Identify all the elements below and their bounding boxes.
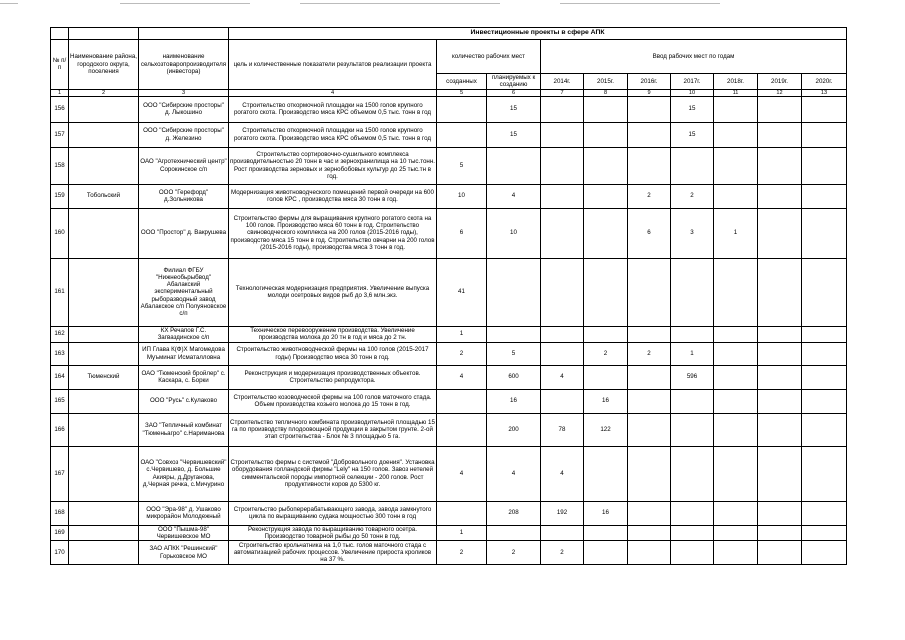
jobs-2015-cell: 16 — [584, 501, 628, 525]
district-cell — [69, 389, 139, 413]
jobs-2020-cell — [802, 389, 847, 413]
year-header: 2017г. — [671, 74, 714, 90]
col-header-district: Наименование района, городского округа, поселения — [69, 40, 139, 90]
created-jobs-cell — [437, 501, 487, 525]
jobs-2015-cell — [584, 365, 628, 389]
jobs-2020-cell — [802, 342, 847, 365]
table-row — [51, 208, 847, 258]
jobs-2018-cell — [714, 122, 758, 147]
goal-cell: Строительство фермы для выращивания крупного рогатого скота на 100 голов. Производство мяса 60 тонн в год. Строительство свиноводческого комплекса на 200 голов (2015-2016 годы), производство мяса 15 тонн в год. Строительство овчарни на 200 голов (2015-2016 годы), производства мяса 3 тонн в год. — [229, 208, 437, 258]
column-number: 2 — [69, 89, 139, 96]
goal-cell: Модернизация животноводческого помещений первой очереди на 600 голов КРС , производства мяса 30 тонн в год. — [229, 184, 437, 208]
top-edge-mark — [300, 3, 500, 4]
jobs-2017-cell — [671, 501, 714, 525]
table-row — [51, 122, 847, 147]
jobs-2019-cell — [758, 258, 802, 326]
column-number: 12 — [758, 89, 802, 96]
investor-cell: ЗАО "Тепличный комбинат "Тюменьагро" с.Нариманова — [139, 413, 229, 446]
created-jobs-cell — [437, 122, 487, 147]
jobs-2014-cell — [541, 525, 584, 541]
jobs-2020-cell — [802, 525, 847, 541]
jobs-2019-cell — [758, 147, 802, 184]
jobs-2017-cell — [671, 326, 714, 342]
district-cell — [69, 446, 139, 501]
row-number: 165 — [51, 389, 69, 413]
jobs-2018-cell — [714, 365, 758, 389]
goal-cell: Строительство крольчатника на 1,0 тыс. голов маточного стада с автоматизацией рабочих процессов. Увеличение прироста кроликов на 37 %. — [229, 541, 437, 565]
jobs-2018-cell — [714, 446, 758, 501]
jobs-2014-cell — [541, 208, 584, 258]
jobs-2019-cell — [758, 96, 802, 122]
goal-cell: Строительство рыбоперерабатывающего завода, завода замкнутого цикла по выращиванию судака мощностью 300 тонн в год — [229, 501, 437, 525]
table-row — [51, 147, 847, 184]
jobs-2014-cell: 4 — [541, 446, 584, 501]
jobs-2018-cell — [714, 342, 758, 365]
jobs-2018-cell — [714, 258, 758, 326]
header-blank — [139, 28, 229, 40]
jobs-2014-cell — [541, 342, 584, 365]
year-header: 2019г. — [758, 74, 802, 90]
row-number: 160 — [51, 208, 69, 258]
investor-cell: ООО "Герефорд" д.Зольникова — [139, 184, 229, 208]
table-row — [51, 326, 847, 342]
column-number: 7 — [541, 89, 584, 96]
jobs-2014-cell: 78 — [541, 413, 584, 446]
jobs-2014-cell — [541, 389, 584, 413]
jobs-2014-cell: 2 — [541, 541, 584, 565]
district-cell — [69, 147, 139, 184]
jobs-2020-cell — [802, 96, 847, 122]
jobs-2018-cell — [714, 541, 758, 565]
jobs-2016-cell — [628, 122, 671, 147]
jobs-2019-cell — [758, 184, 802, 208]
col-header-planned: планируемых к созданию — [487, 74, 541, 90]
jobs-2014-cell — [541, 258, 584, 326]
jobs-2018-cell — [714, 501, 758, 525]
created-jobs-cell: 1 — [437, 525, 487, 541]
jobs-2020-cell — [802, 501, 847, 525]
jobs-2015-cell — [584, 258, 628, 326]
jobs-2016-cell — [628, 525, 671, 541]
jobs-2019-cell — [758, 501, 802, 525]
district-cell — [69, 208, 139, 258]
col-header-created: созданных — [437, 74, 487, 90]
row-number: 157 — [51, 122, 69, 147]
column-number: 5 — [437, 89, 487, 96]
jobs-2019-cell — [758, 413, 802, 446]
goal-cell: Строительство козоводческой фермы на 100 голов маточного стада. Объем производства козьего молока до 15 тонн в год. — [229, 389, 437, 413]
jobs-2015-cell — [584, 147, 628, 184]
table-row — [51, 446, 847, 501]
planned-jobs-cell: 15 — [487, 96, 541, 122]
jobs-2016-cell — [628, 446, 671, 501]
jobs-2019-cell — [758, 342, 802, 365]
jobs-2018-cell — [714, 525, 758, 541]
goal-cell: Реконструкция и модернизация производственных объектов. Строительство репродуктора. — [229, 365, 437, 389]
jobs-2015-cell — [584, 525, 628, 541]
jobs-2015-cell — [584, 326, 628, 342]
jobs-2016-cell — [628, 258, 671, 326]
jobs-2018-cell — [714, 326, 758, 342]
jobs-2017-cell: 15 — [671, 96, 714, 122]
jobs-2018-cell — [714, 184, 758, 208]
created-jobs-cell — [437, 413, 487, 446]
jobs-2017-cell — [671, 525, 714, 541]
jobs-2016-cell — [628, 326, 671, 342]
jobs-2014-cell — [541, 184, 584, 208]
jobs-2017-cell — [671, 541, 714, 565]
planned-jobs-cell — [487, 147, 541, 184]
planned-jobs-cell: 10 — [487, 208, 541, 258]
investment-projects-table — [50, 27, 847, 565]
table-title: Инвестиционные проекты в сфере АПК — [229, 28, 847, 40]
jobs-2019-cell — [758, 365, 802, 389]
investor-cell: КХ Речапов Г.С. Загваздинское с/п — [139, 326, 229, 342]
district-cell — [69, 342, 139, 365]
row-number: 164 — [51, 365, 69, 389]
jobs-2015-cell — [584, 184, 628, 208]
jobs-2020-cell — [802, 365, 847, 389]
goal-cell: Технологическая модернизация предприятия. Увеличение выпуска молоди осетровых видов рыб до 3,6 млн.экз. — [229, 258, 437, 326]
jobs-2020-cell — [802, 413, 847, 446]
district-cell — [69, 326, 139, 342]
jobs-2018-cell — [714, 96, 758, 122]
jobs-2017-cell: 596 — [671, 365, 714, 389]
created-jobs-cell: 2 — [437, 342, 487, 365]
investor-cell: ОАО "Совхоз "Червишевский" с.Червишево, д. Большие Акияры, д.Друганова, д.Черная речка, с.Мичурино — [139, 446, 229, 501]
jobs-2020-cell — [802, 541, 847, 565]
jobs-2015-cell — [584, 122, 628, 147]
investor-cell: ЗАО АПКК "Решинский" Горьковское МО — [139, 541, 229, 565]
column-number: 9 — [628, 89, 671, 96]
table-row — [51, 184, 847, 208]
top-edge-mark — [560, 3, 720, 4]
created-jobs-cell: 41 — [437, 258, 487, 326]
investor-cell: ООО "Эра-98" д. Ушаково микрорайон Молодежный — [139, 501, 229, 525]
jobs-2019-cell — [758, 208, 802, 258]
goal-cell: Строительство животноводческой фермы на 100 голов (2015-2017 годы) Производство мяса 30 тонн в год. — [229, 342, 437, 365]
year-header: 2020г. — [802, 74, 847, 90]
district-cell — [69, 122, 139, 147]
jobs-2017-cell — [671, 258, 714, 326]
district-cell: Тюменский — [69, 365, 139, 389]
jobs-2018-cell — [714, 389, 758, 413]
column-number: 8 — [584, 89, 628, 96]
table-row — [51, 258, 847, 326]
header-blank — [69, 28, 139, 40]
jobs-2018-cell: 1 — [714, 208, 758, 258]
jobs-2017-cell — [671, 446, 714, 501]
jobs-2020-cell — [802, 208, 847, 258]
jobs-2016-cell — [628, 389, 671, 413]
investor-cell: ОАО "Тюменский бройлер" с. Каскара, с. Борки — [139, 365, 229, 389]
planned-jobs-cell — [487, 326, 541, 342]
planned-jobs-cell: 4 — [487, 446, 541, 501]
district-cell — [69, 258, 139, 326]
col-header-goal: цель и количественные показатели результатов реализации проекта — [229, 40, 437, 90]
jobs-2016-cell — [628, 413, 671, 446]
goal-cell: Строительство сортировочно-сушильного комплекса производительностью 20 тонн в час и зернохранилища на 10 тыс.тонн. Рост производства зерновых и зернобобовых культур до 25 тыс.тн в год. — [229, 147, 437, 184]
table-row — [51, 501, 847, 525]
column-number: 4 — [229, 89, 437, 96]
district-cell — [69, 413, 139, 446]
jobs-2016-cell: 6 — [628, 208, 671, 258]
investor-cell: Филиал ФГБУ "Нижнеобьрыбвод" Абалакский экспериментальный рыборазводный завод Абалакское с/п Полуяновское с/п — [139, 258, 229, 326]
jobs-2014-cell — [541, 147, 584, 184]
table-row — [51, 525, 847, 541]
row-number: 161 — [51, 258, 69, 326]
year-header: 2014г. — [541, 74, 584, 90]
jobs-2016-cell: 2 — [628, 342, 671, 365]
row-number: 163 — [51, 342, 69, 365]
year-header: 2015г. — [584, 74, 628, 90]
goal-cell: Строительство тепличного комбината производительной площадью 15 га по производству плодоовощной продукции в закрытом грунте. 2-ой этап строительства - Блок № 3 площадью 5 га. — [229, 413, 437, 446]
jobs-2016-cell — [628, 541, 671, 565]
jobs-2017-cell — [671, 389, 714, 413]
jobs-2020-cell — [802, 122, 847, 147]
jobs-2017-cell: 3 — [671, 208, 714, 258]
planned-jobs-cell: 16 — [487, 389, 541, 413]
row-number: 166 — [51, 413, 69, 446]
created-jobs-cell: 1 — [437, 326, 487, 342]
jobs-2017-cell — [671, 147, 714, 184]
created-jobs-cell: 5 — [437, 147, 487, 184]
jobs-2016-cell — [628, 147, 671, 184]
table-row — [51, 96, 847, 122]
jobs-2020-cell — [802, 258, 847, 326]
jobs-2020-cell — [802, 446, 847, 501]
year-header: 2018г. — [714, 74, 758, 90]
planned-jobs-cell: 15 — [487, 122, 541, 147]
jobs-2016-cell — [628, 501, 671, 525]
row-number: 168 — [51, 501, 69, 525]
jobs-2019-cell — [758, 525, 802, 541]
district-cell — [69, 525, 139, 541]
jobs-2020-cell — [802, 326, 847, 342]
jobs-2020-cell — [802, 184, 847, 208]
district-cell — [69, 96, 139, 122]
jobs-2017-cell: 15 — [671, 122, 714, 147]
jobs-2014-cell — [541, 96, 584, 122]
jobs-2018-cell — [714, 147, 758, 184]
col-header-no: № п/п — [51, 40, 69, 90]
row-number: 169 — [51, 525, 69, 541]
column-number: 13 — [802, 89, 847, 96]
row-number: 159 — [51, 184, 69, 208]
table-row — [51, 365, 847, 389]
created-jobs-cell: 6 — [437, 208, 487, 258]
investor-cell: ИП Глава К(Ф)Х Магомедова Муъминат Исматалловна — [139, 342, 229, 365]
goal-cell: Строительство откормочной площадки на 1500 голов крупного рогатого скота. Производство мяса КРС объемом 0,5 тыс. тонн в год — [229, 122, 437, 147]
column-number: 10 — [671, 89, 714, 96]
jobs-2017-cell: 2 — [671, 184, 714, 208]
jobs-2019-cell — [758, 389, 802, 413]
jobs-2016-cell: 2 — [628, 184, 671, 208]
column-number: 6 — [487, 89, 541, 96]
district-cell — [69, 541, 139, 565]
planned-jobs-cell: 600 — [487, 365, 541, 389]
investor-cell: ОАО "Агротехнический центр" Сорокинское с/п — [139, 147, 229, 184]
jobs-2017-cell — [671, 413, 714, 446]
row-number: 167 — [51, 446, 69, 501]
row-number: 170 — [51, 541, 69, 565]
jobs-2015-cell — [584, 446, 628, 501]
created-jobs-cell: 2 — [437, 541, 487, 565]
planned-jobs-cell — [487, 525, 541, 541]
table-row — [51, 541, 847, 565]
table-row — [51, 342, 847, 365]
col-header-years: Ввод рабочих мест по годам — [541, 40, 847, 74]
top-edge-mark — [0, 3, 18, 4]
created-jobs-cell: 4 — [437, 446, 487, 501]
created-jobs-cell: 10 — [437, 184, 487, 208]
jobs-2014-cell: 4 — [541, 365, 584, 389]
column-number: 11 — [714, 89, 758, 96]
goal-cell: Строительство фермы с системой "Добровольного доения". Установка оборудования голландской фирмы "Lely" на 150 голов. Завоз нетелей симментальской породы импортной селекции - 200 голов. Рост продуктивности коров до 5300 кг. — [229, 446, 437, 501]
jobs-2017-cell: 1 — [671, 342, 714, 365]
investor-cell: ООО "Сибирские просторы" д. Лыкошино — [139, 96, 229, 122]
jobs-2014-cell — [541, 326, 584, 342]
goal-cell: Техническое перевооружение производства. Увеличение производства молока до 20 тн в год и мяса до 2 тн. — [229, 326, 437, 342]
planned-jobs-cell: 2 — [487, 541, 541, 565]
jobs-2015-cell: 2 — [584, 342, 628, 365]
jobs-2015-cell — [584, 96, 628, 122]
planned-jobs-cell: 200 — [487, 413, 541, 446]
jobs-2014-cell — [541, 122, 584, 147]
column-number: 3 — [139, 89, 229, 96]
investor-cell: ООО "Русь" с.Кулаково — [139, 389, 229, 413]
investor-cell: ООО "Простор" д. Вакрушева — [139, 208, 229, 258]
jobs-2015-cell: 16 — [584, 389, 628, 413]
jobs-2015-cell — [584, 208, 628, 258]
created-jobs-cell — [437, 96, 487, 122]
district-cell — [69, 501, 139, 525]
planned-jobs-cell: 5 — [487, 342, 541, 365]
row-number: 158 — [51, 147, 69, 184]
row-number: 162 — [51, 326, 69, 342]
jobs-2016-cell — [628, 96, 671, 122]
jobs-2020-cell — [802, 147, 847, 184]
table-row — [51, 389, 847, 413]
district-cell: Тобольский — [69, 184, 139, 208]
column-number: 1 — [51, 89, 69, 96]
year-header: 2016г. — [628, 74, 671, 90]
planned-jobs-cell: 4 — [487, 184, 541, 208]
investor-cell: ООО "Пышма-98" Червишевское МО — [139, 525, 229, 541]
planned-jobs-cell — [487, 258, 541, 326]
goal-cell: Строительство откормочной площадки на 1500 голов крупного рогатого скота. Производство мяса КРС объемом 0,5 тыс. тонн в год — [229, 96, 437, 122]
header-blank — [51, 28, 69, 40]
jobs-2014-cell: 192 — [541, 501, 584, 525]
goal-cell: Реконструкция завода по выращиванию товарного осетра. Производство товарной рыбы до 50 тонн в год. — [229, 525, 437, 541]
col-header-jobs: количество рабочих мест — [437, 40, 541, 74]
created-jobs-cell: 4 — [437, 365, 487, 389]
jobs-2018-cell — [714, 413, 758, 446]
jobs-2019-cell — [758, 122, 802, 147]
investor-cell: ООО "Сибирские просторы" д. Железино — [139, 122, 229, 147]
table-row — [51, 413, 847, 446]
jobs-2019-cell — [758, 446, 802, 501]
row-number: 156 — [51, 96, 69, 122]
jobs-2019-cell — [758, 326, 802, 342]
jobs-2019-cell — [758, 541, 802, 565]
planned-jobs-cell: 208 — [487, 501, 541, 525]
jobs-2015-cell: 122 — [584, 413, 628, 446]
created-jobs-cell — [437, 389, 487, 413]
jobs-2015-cell — [584, 541, 628, 565]
top-edge-mark — [120, 3, 250, 4]
jobs-2016-cell — [628, 365, 671, 389]
col-header-investor: наименование сельхозтоваропроизводителя (инвестора) — [139, 40, 229, 90]
